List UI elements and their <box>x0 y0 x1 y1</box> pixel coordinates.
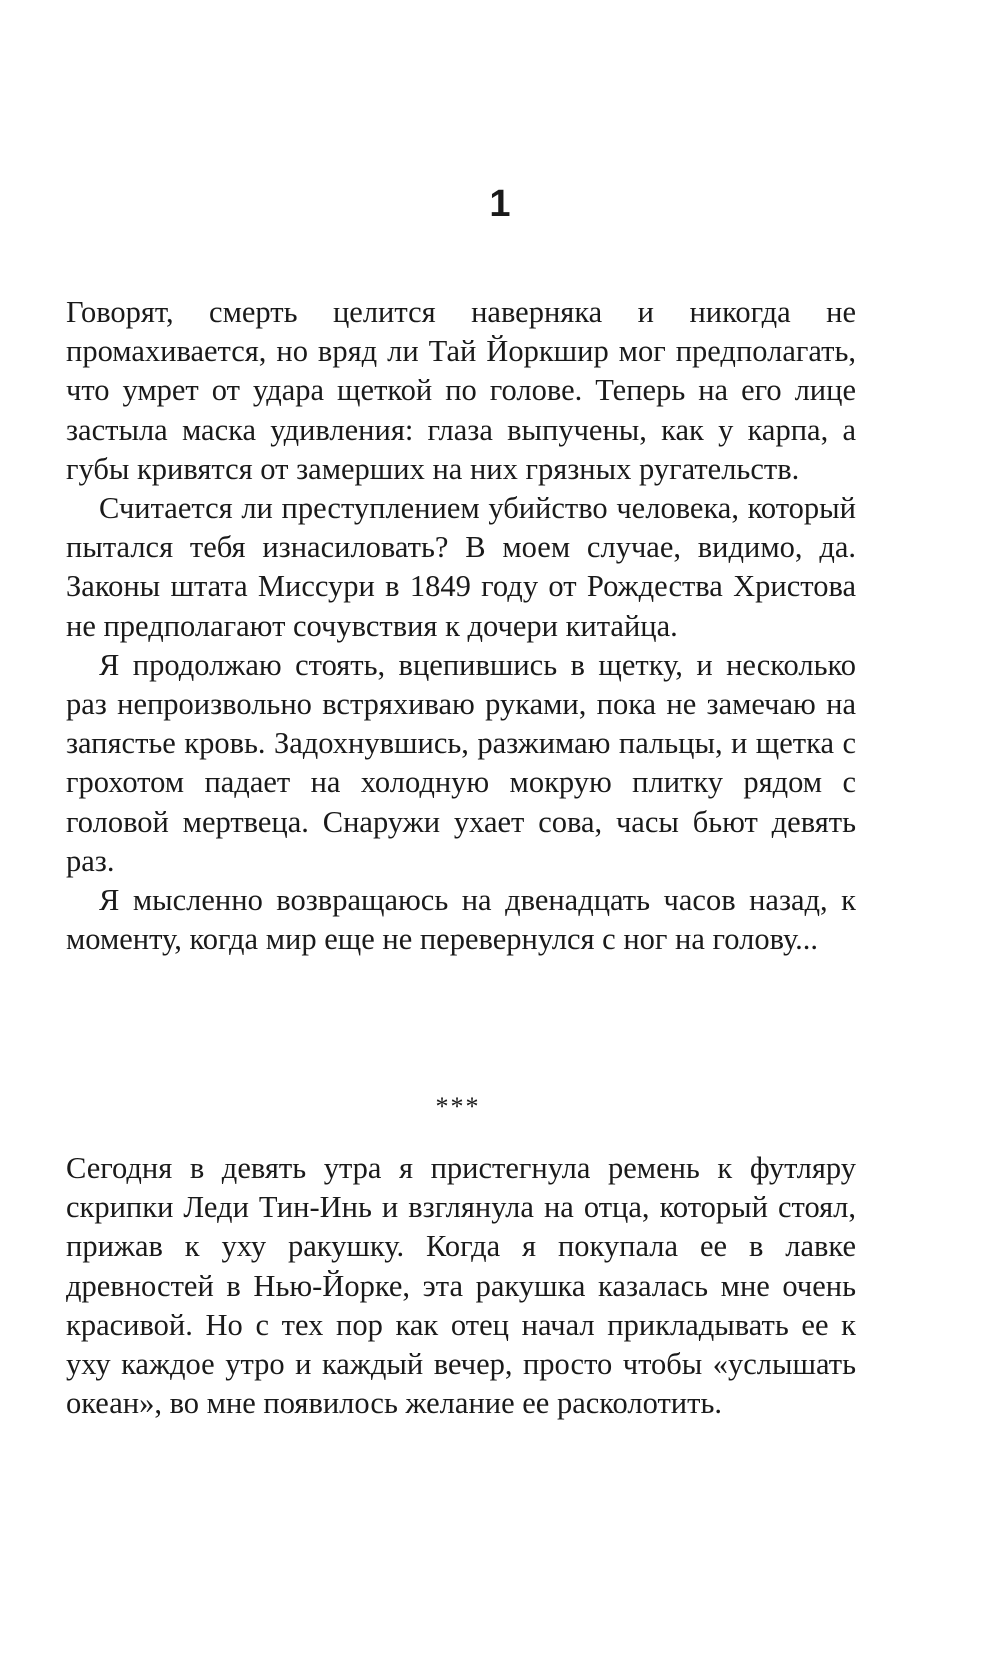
chapter-opening-section <box>66 293 856 959</box>
paragraph-2: Считается ли преступлением убийство человека, который пытался тебя изнасиловать? В моем случае, видимо, да. Законы штата Миссури в 1849 году от Рождества Христова не предполагают сочувствия к дочери китайца. <box>66 491 856 643</box>
section-separator: *** <box>435 1092 481 1121</box>
paragraph-5: Сегодня в девять утра я пристегнула ремень к футляру скрипки Леди Тин-Инь и взглянула на отца, который стоял, прижав к уху ракушку. Когда я покупала ее в лавке древностей в Нью-Йорке, эта ракушка казалась мне очень красивой. Но с тех пор как отец начал прикладывать ее к уху каждое утро и каждый вечер, просто чтобы «услышать океан», во мне появилось желание ее расколотить. <box>66 1151 856 1421</box>
chapter-number: 1 <box>489 183 511 225</box>
flashback-section <box>66 1149 856 1423</box>
paragraph-4: Я мысленно возвращаюсь на двенадцать часов назад, к моменту, когда мир еще не перевернулся с ног на голову... <box>66 883 856 957</box>
paragraph-1: Говорят, смерть целится наверняка и никогда не промахивается, но вряд ли Тай Йоркшир мог предполагать, что умрет от удара щеткой по голове. Теперь на его лице застыла маска удивления: глаза выпучены, как у карпа, а губы кривятся от замерших на них грязных ругательств. <box>66 295 856 486</box>
paragraph-3: Я продолжаю стоять, вцепившись в щетку, и несколько раз непроизвольно встряхиваю руками, пока не замечаю на запястье кровь. Задохнувшись, разжимаю пальцы, и щетка с грохотом падает на холодную мокрую плитку рядом с головой мертвеца. Снаружи ухает сова, часы бьют девять раз. <box>66 647 856 878</box>
